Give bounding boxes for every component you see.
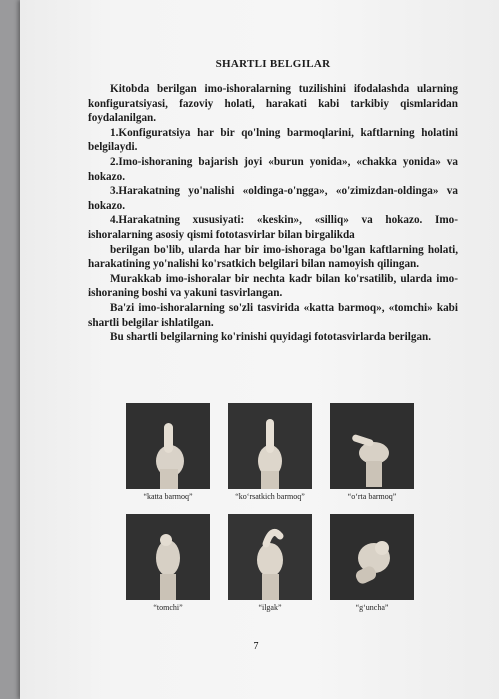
middle-finger-hand-icon: [330, 403, 414, 489]
page-title: SHARTLI BELGILAR: [215, 58, 331, 70]
photo-guncha: [330, 514, 414, 612]
paragraph: Kitobda berilgan imo-ishoralarning tuzilishini ifodalashda ularning konfiguratsiyasi, fazoviy holati, harakati kabi tarkibiy qismlaridan foydalanilgan.: [88, 83, 458, 125]
photo-tomchi: [126, 514, 210, 612]
photo-katta-barmoq: [126, 403, 210, 501]
paragraph: Murakkab imo-ishoralar bir nechta kadr bilan ko'rsatilib, ularda imo-ishoraning boshi va yakuni tasvirlangan.: [88, 272, 458, 300]
photo-caption: “g‘uncha”: [355, 603, 389, 612]
body-text: [88, 82, 458, 345]
photo-ilgak: [228, 514, 312, 612]
photo-caption: “o‘rta barmoq”: [347, 492, 397, 501]
photo-caption: “ilgak”: [258, 603, 282, 612]
paragraph: 2.Imo-ishoraning bajarish joyi «burun yonida», «chakka yonida» va hokazo.: [88, 155, 458, 183]
photo-orta-barmoq: [330, 403, 414, 501]
paragraph: Bu shartli belgilarning ko'rinishi quyidagi fototasvirlarda berilgan.: [110, 331, 432, 344]
paragraph: berilgan bo'lib, ularda har bir imo-ishoraga bo'lgan kaftlarning holati, harakatining yo'nalishi ko'rsatkich belgilari bilan namoyish qilingan.: [88, 243, 458, 271]
hook-hand-icon: [228, 514, 312, 600]
hand-photo-grid: [126, 403, 430, 618]
paragraph: Ba'zi imo-ishoralarning so'zli tasvirida «katta barmoq», «tomchi» kabi shartli belgilar ishlatilgan.: [88, 301, 458, 329]
drop-hand-icon: [126, 514, 210, 600]
paragraph: 1.Konfiguratsiya har bir qo'lning barmoqlarini, kaftlarning holatini belgilaydi.: [88, 126, 458, 154]
photo-caption: “ko‘rsatkich barmoq”: [235, 492, 305, 501]
book-page: [20, 0, 499, 699]
index-finger-hand-icon: [228, 403, 312, 489]
photo-caption: “tomchi”: [153, 603, 183, 612]
paragraph: 3.Harakatning yo'nalishi «oldinga-o'ngga», «o'zimizdan-oldinga» va hokazo.: [88, 185, 458, 212]
bud-hand-icon: [330, 514, 414, 600]
photo-caption: “katta barmoq”: [143, 492, 193, 501]
thumb-up-hand-icon: [126, 403, 210, 489]
page-number: 7: [253, 641, 259, 652]
photo-korsatkich-barmoq: [228, 403, 312, 501]
paragraph: 4.Harakatning xususiyati: «keskin», «silliq» va hokazo. Imo-ishoralarning asosiy qismi fototasvirlar bilan birgalikda: [88, 214, 458, 241]
